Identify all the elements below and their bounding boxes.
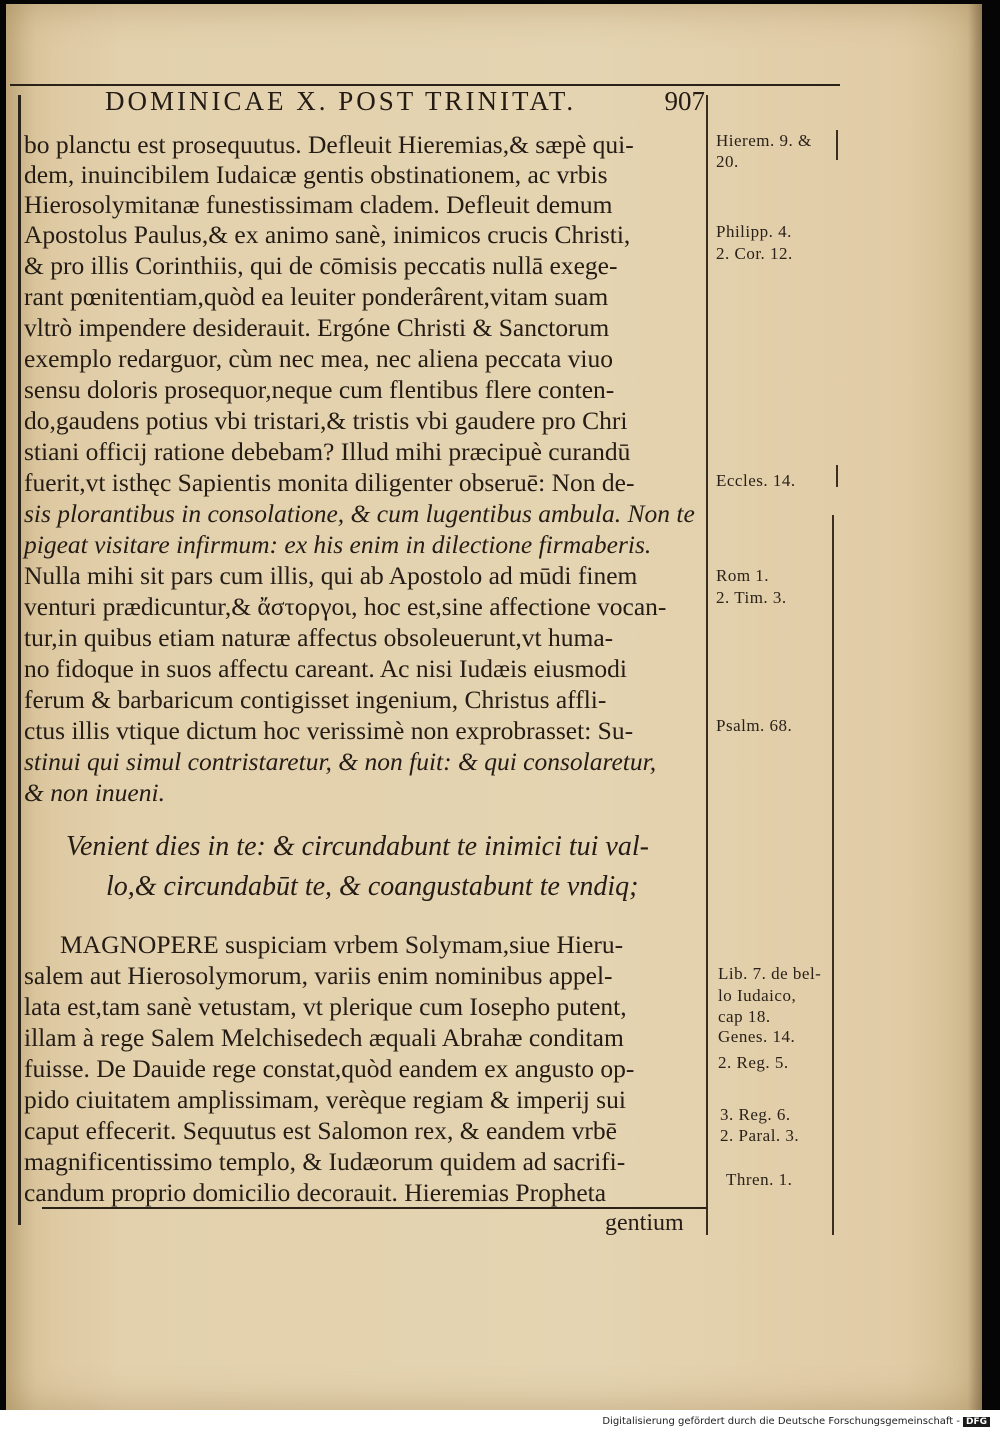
marginal-column-rule xyxy=(706,95,708,1235)
margin-note: Rom 1. xyxy=(716,566,770,585)
dfg-logo: DFG xyxy=(963,1417,990,1427)
text-line: candum proprio domicilio decorauit. Hieremias Propheta xyxy=(24,1178,607,1207)
margin-note: 2. Cor. 12. xyxy=(716,244,793,263)
margin-note: 2. Tim. 3. xyxy=(716,588,787,607)
text-line: illam à rege Salem Melchisedech æquali Abrahæ conditam xyxy=(24,1023,624,1052)
text-line: fuisse. De Dauide rege constat,quòd eandem ex angusto op- xyxy=(24,1054,635,1083)
digitization-credit xyxy=(602,1416,990,1427)
margin-note: Thren. 1. xyxy=(726,1170,793,1189)
credit-text: Digitalisierung gefördert durch die Deutsche Forschungsgemeinschaft - xyxy=(602,1416,960,1427)
text-line: pido ciuitatem amplissimam, verèque regiam & imperij sui xyxy=(24,1085,626,1114)
margin-note: Genes. 14. xyxy=(718,1027,796,1046)
text-line: fuerit,vt isthęc Sapientis monita diligenter obseruē: Non de- xyxy=(24,468,635,497)
quoted-text-line: stinui qui simul contristaretur, & non fuit: & qui consolaretur, xyxy=(24,747,657,776)
text-line: Apostolus Paulus,& ex animo sanè, inimicos crucis Christi, xyxy=(24,220,631,249)
quoted-text-line: sis plorantibus in consolatione, & cum lugentibus ambula. Non te xyxy=(24,499,695,528)
running-header xyxy=(105,86,705,126)
verse-line: Venient dies in te: & circundabunt te inimici tui val- xyxy=(66,831,649,862)
running-title: DOMINICAE X. POST TRINITAT. xyxy=(105,86,577,116)
text-line: ferum & barbaricum contigisset ingenium, Christus affli- xyxy=(24,685,607,714)
text-line: ctus illis vtique dictum hoc verissimè non exprobrasset: Su- xyxy=(24,716,634,745)
text-line: magnificentissimo templo, & Iudæorum quidem ad sacrifi- xyxy=(24,1147,626,1176)
quoted-text-line: & non inueni. xyxy=(24,778,165,807)
margin-column-rule xyxy=(832,515,834,1235)
margin-note: Psalm. 68. xyxy=(716,716,793,735)
catchword: gentium xyxy=(605,1210,684,1236)
text-line: dem, inuincibilem Iudaicæ gentis obstinationem, ac vrbis xyxy=(24,160,608,189)
margin-note: cap 18. xyxy=(718,1007,771,1026)
text-line: venturi prædicuntur,& ἄστοργοι, hoc est,sine affectione vocan- xyxy=(24,592,667,621)
margin-note: lo Iudaico, xyxy=(718,986,797,1005)
quoted-text-line: pigeat visitare infirmum: ex his enim in dilectione firmaberis. xyxy=(24,530,652,559)
text-line: salem aut Hierosolymorum, variis enim nominibus appel- xyxy=(24,961,613,990)
margin-note: Philipp. 4. xyxy=(716,222,792,241)
text-line: sensu doloris prosequor,neque cum flentibus flere conten- xyxy=(24,375,615,404)
margin-note: Hierem. 9. & xyxy=(716,131,812,150)
text-line: do,gaudens potius vbi tristari,& tristis vbi gaudere pro Chri xyxy=(24,406,628,435)
text-line: vltrò impendere desiderauit. Ergóne Christi & Sanctorum xyxy=(24,313,610,342)
print-mark xyxy=(836,130,838,160)
verse-line: lo,& circundabūt te, & coangustabunt te vndiq; xyxy=(106,871,639,902)
margin-note: 20. xyxy=(716,152,739,171)
left-margin-rule xyxy=(18,95,21,1225)
text-line: bo planctu est prosequutus. Defleuit Hieremias,& sæpè qui- xyxy=(24,130,634,159)
page-number: 907 xyxy=(664,86,705,116)
margin-note: 2. Paral. 3. xyxy=(720,1126,800,1145)
text-line: stiani officij ratione debebam? Illud mihi præcipuè curandū xyxy=(24,437,631,466)
margin-note: Lib. 7. de bel- xyxy=(718,964,822,983)
margin-note: Eccles. 14. xyxy=(716,471,796,490)
text-line: no fidoque in suos affectu careant. Ac nisi Iudæis eiusmodi xyxy=(24,654,627,683)
text-line: & pro illis Corinthiis, qui de cōmisis peccatis nullā exege- xyxy=(24,251,618,280)
text-line: Nulla mihi sit pars cum illis, qui ab Apostolo ad mūdi finem xyxy=(24,561,638,590)
text-line: rant pœnitentiam,quòd ea leuiter ponderârent,vitam suam xyxy=(24,282,609,311)
text-line: lata est,tam sanè vetustam, vt plerique cum Iosepho putent, xyxy=(24,992,627,1021)
print-mark xyxy=(836,465,838,487)
page-edge-shadow xyxy=(968,4,982,1410)
text-line: MAGNOPERE suspiciam vrbem Solymam,siue Hieru- xyxy=(60,930,624,959)
margin-note: 3. Reg. 6. xyxy=(720,1105,791,1124)
margin-note: 2. Reg. 5. xyxy=(718,1053,789,1072)
text-line: Hierosolymitanæ funestissimam cladem. Defleuit demum xyxy=(24,190,613,219)
text-line: tur,in quibus etiam naturæ affectus obsoleuerunt,vt huma- xyxy=(24,623,614,652)
text-line: exemplo redarguor, cùm nec mea, nec aliena peccata viuo xyxy=(24,344,613,373)
text-line: caput effecerit. Sequutus est Salomon rex, & eandem vrbē xyxy=(24,1116,617,1145)
